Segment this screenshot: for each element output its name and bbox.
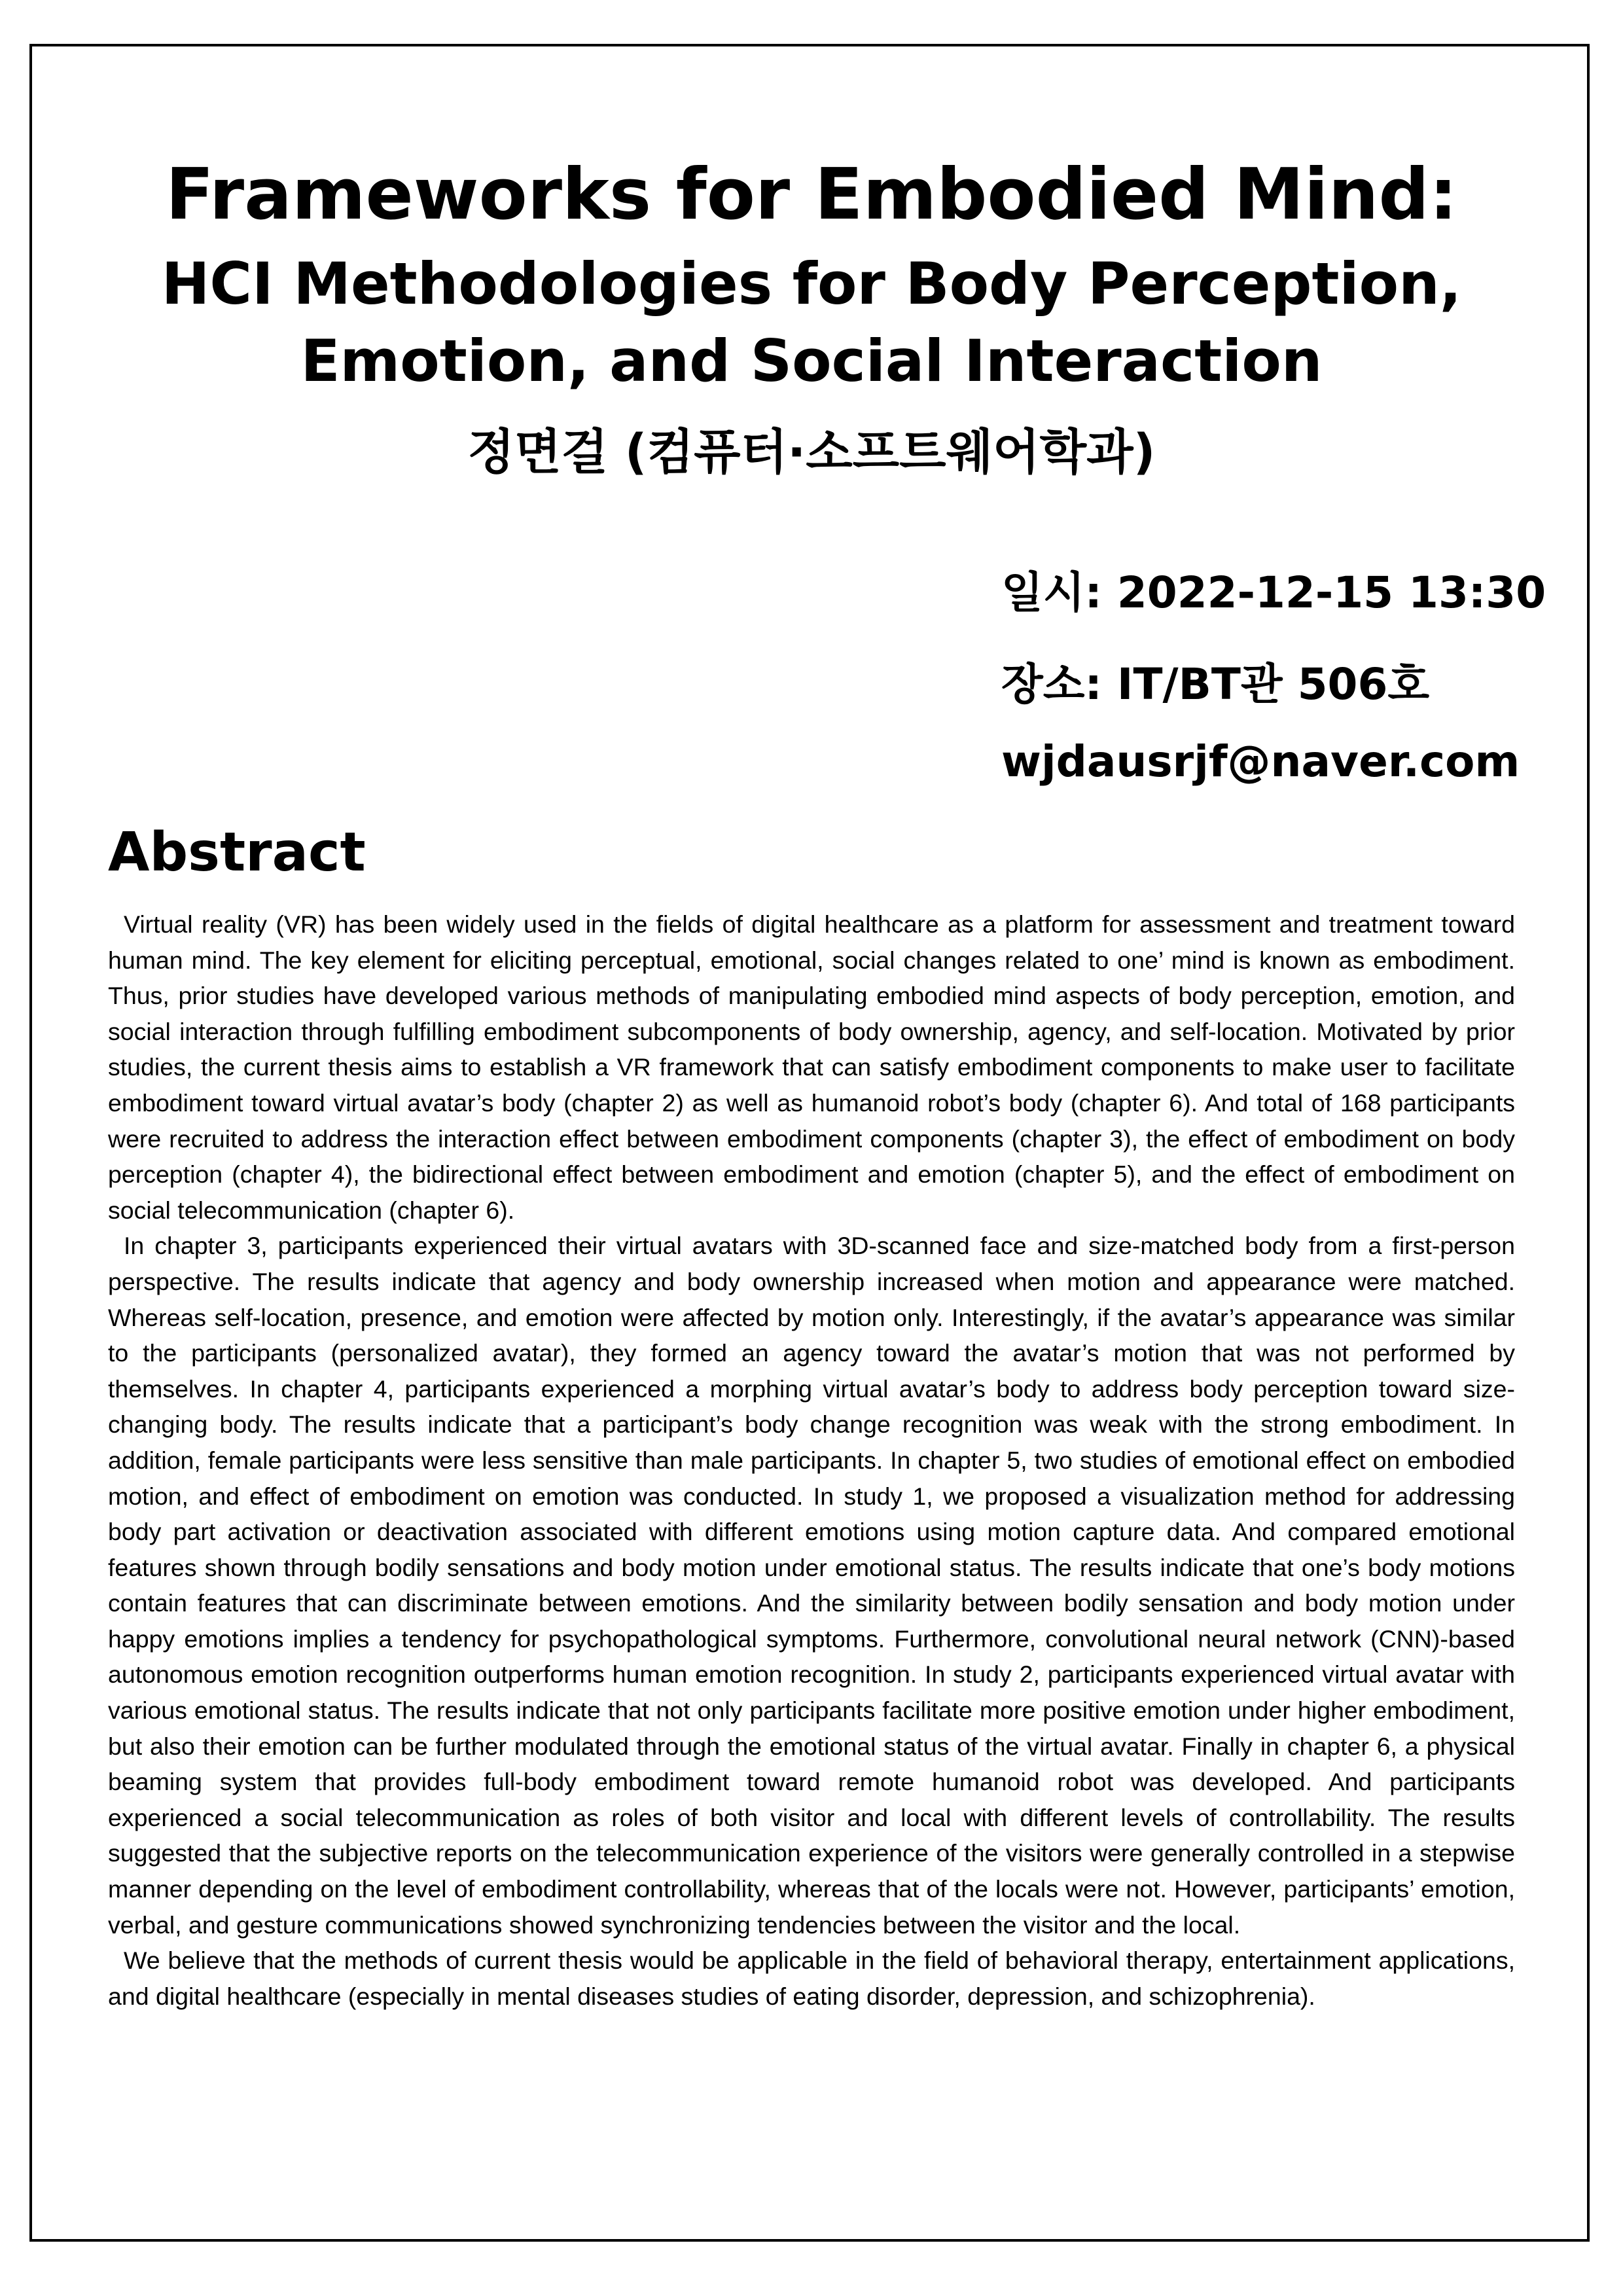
abstract-body bbox=[108, 906, 1515, 2014]
seminar-datetime: 일시: 2022-12-15 13:30 bbox=[1001, 567, 1546, 618]
abstract-heading: Abstract bbox=[108, 821, 366, 884]
contact-email: wjdausrjf@naver.com bbox=[1001, 736, 1520, 787]
subtitle-line-1: HCI Methodologies for Body Perception, bbox=[161, 250, 1462, 317]
abstract-paragraph: Virtual reality (VR) has been widely used in the fields of digital healthcare as a platform for assessment and treatment toward human mind. The key element for eliciting perceptual, emotional, social changes related to one’ mind is known as embodiment. Thus, prior studies have developed various methods of manipulating embodied mind aspects of body perception, emotion, and social interaction through fulfilling embodiment subcomponents of body ownership, agency, and self-location. Motivated by prior studies, the current thesis aims to establish a VR framework that can satisfy embodiment components to make user to facilitate embodiment toward virtual avatar’s body (chapter 2) as well as humanoid robot’s body (chapter 6). And total of 168 participants were recruited to address the interaction effect between embodiment components (chapter 3), the effect of embodiment on body perception (chapter 4), the bidirectional effect between embodiment and emotion (chapter 5), and the effect of embodiment on social telecommunication (chapter 6). bbox=[108, 910, 1515, 1224]
author-name: 정면걸 (컴퓨터·소프트웨어학과) bbox=[467, 424, 1156, 480]
seminar-location: 장소: IT/BT관 506호 bbox=[1001, 659, 1430, 709]
page-title: Frameworks for Embodied Mind: bbox=[166, 154, 1457, 236]
abstract-paragraph: We believe that the methods of current thesis would be applicable in the field of behavioral therapy, entertainment applications, and digital healthcare (especially in mental diseases studies of eating disorder, depression, and schizophrenia). bbox=[108, 1946, 1515, 2010]
abstract-paragraph: In chapter 3, participants experienced their virtual avatars with 3D-scanned face and size-matched body from a first-person perspective. The results indicate that agency and body ownership increased when motion and appearance were matched. Whereas self-location, presence, and emotion were affected by motion only. Interestingly, if the avatar’s appearance was similar to the participants (personalized avatar), they formed an agency toward the avatar’s motion that was not performed by themselves. In chapter 4, participants experienced a morphing virtual avatar’s body to address body perception toward size-changing body. The results indicate that a participant’s body change recognition was weak with the strong embodiment. In addition, female participants were less sensitive than male participants. In chapter 5, two studies of emotional effect on embodied motion, and effect of embodiment on emotion was conducted. In study 1, we proposed a visualization method for addressing body part activation or deactivation associated with different emotions using motion capture data. And compared emotional features shown through bodily sensations and body motion under emotional status. The results indicate that one’s body motions contain features that can discriminate between emotions. And the similarity between bodily sensation and body motion under happy emotions implies a tendency for psychopathological symptoms. Furthermore, convolutional neural network (CNN)-based autonomous emotion recognition outperforms human emotion recognition. In study 2, participants experienced virtual avatar with various emotional status. The results indicate that not only participants facilitate more positive emotion under higher embodiment, but also their emotion can be further modulated through the emotional status of the virtual avatar. Finally in chapter 6, a physical beaming system that provides full-body embodiment toward remote humanoid robot was developed. And participants experienced a social telecommunication as roles of both visitor and local with different levels of controllability. The results suggested that the subjective reports on the telecommunication experience of the visitors were generally controlled in a stepwise manner depending on the level of embodiment controllability, whereas that of the locals were not. However, participants’ emotion, verbal, and gesture communications showed synchronizing tendencies between the visitor and the local. bbox=[108, 1232, 1515, 1939]
subtitle-line-2: Emotion, and Social Interaction bbox=[300, 327, 1323, 395]
